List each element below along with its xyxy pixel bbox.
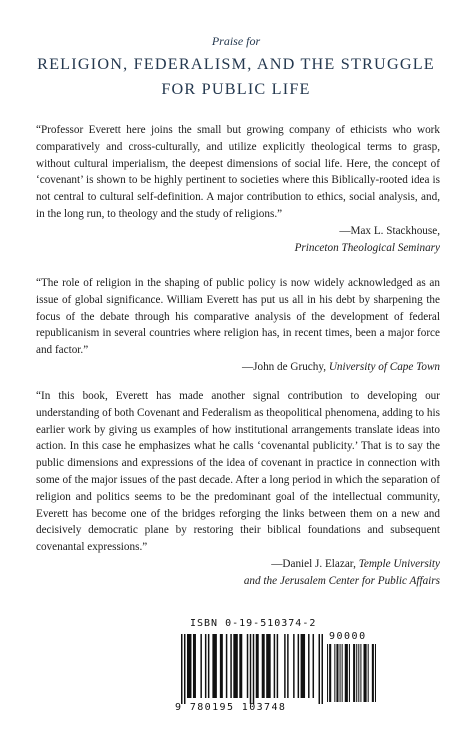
addon-bar-3 <box>336 644 338 702</box>
addon-bar-12 <box>364 644 367 702</box>
ean-bar-24 <box>298 634 299 698</box>
ean-bar-6 <box>208 634 209 698</box>
addon-bar-4 <box>340 644 341 702</box>
ean-bar-5 <box>205 634 206 698</box>
ean-bar-10 <box>230 634 231 698</box>
blurb-author: —Daniel J. Elazar, <box>271 557 356 570</box>
ean-bar-15 <box>253 634 254 704</box>
blurb-text: “The role of religion in the shaping of public policy is now widely acknowledged as an issue of global significance. William Everett has put us all in his debt by sharpening the focus of the debate through his comparative analysis of the development of federal republicanism in several countries where religion has, in recent times, been a major force and factor.” <box>36 277 440 357</box>
blurb-affiliation: University of Cape Town <box>328 360 440 373</box>
ean-barcode <box>181 634 323 704</box>
ean-bar-4 <box>200 634 201 698</box>
ean-bar-22 <box>287 634 288 698</box>
addon-bar-2 <box>334 644 335 702</box>
blurb-attribution <box>36 556 440 573</box>
ean-bar-11 <box>233 634 237 698</box>
blurb-affiliation: Temple University <box>358 557 440 570</box>
addon-bar-9 <box>356 644 357 702</box>
blurb-attribution <box>36 359 440 376</box>
ean-bar-8 <box>220 634 223 698</box>
book-title-line-2: FOR PUBLIC LIFE <box>161 80 311 98</box>
addon-bar-0 <box>327 644 328 702</box>
ean-bar-23 <box>293 634 294 698</box>
blurb-stackhouse <box>36 122 440 256</box>
isbn-label: ISBN 0-19-510374-2 <box>190 618 317 629</box>
blurb-elazar <box>36 388 440 590</box>
ean-bar-9 <box>226 634 227 698</box>
addon-bar-15 <box>375 644 376 702</box>
ean-bar-2 <box>187 634 191 698</box>
addon-bar-7 <box>349 644 350 702</box>
ean-bar-14 <box>250 634 251 704</box>
blurb-affiliation-2: and the Jerusalem Center for Public Affairs <box>243 574 440 587</box>
addon-bar-14 <box>372 644 374 702</box>
addon-bar-11 <box>360 644 361 702</box>
ean-bar-20 <box>277 634 278 698</box>
price-code: 90000 <box>329 631 367 642</box>
ean-bar-25 <box>301 634 305 698</box>
ean-bar-7 <box>212 634 216 698</box>
ean-bar-1 <box>184 634 185 704</box>
book-title-line-1: RELIGION, FEDERALISM, AND THE STRUGGLE <box>37 55 435 73</box>
addon-bar-8 <box>353 644 355 702</box>
ean-bar-3 <box>193 634 196 698</box>
blurb-author: —Max L. Stackhouse, <box>339 224 440 237</box>
addon-bar-10 <box>358 644 359 702</box>
addon-bar-6 <box>345 644 348 702</box>
ean-bar-27 <box>313 634 314 698</box>
blurb-affiliation: Princeton Theological Seminary <box>294 241 440 254</box>
ean-bar-12 <box>239 634 242 698</box>
price-addon-barcode <box>326 644 376 702</box>
ean-bar-0 <box>181 634 182 704</box>
addon-bar-1 <box>329 644 331 702</box>
ean-bar-16 <box>256 634 259 698</box>
addon-bar-5 <box>342 644 343 702</box>
blurb-text: “Professor Everett here joins the small but growing company of ethicists who work comparatively and cross-culturally, and utilize explicitly theological terms to grasp, without cultural imperialism, the deepest dimensions of social life. Here, the concept of ‘covenant’ is shown to be highly pertinent to societies where this Biblically-rooted idea is not central to cultural self-definition. A major contribution to ethics, social analysis, and, in the long run, to theology and the study of religions.” <box>36 124 440 220</box>
ean-bar-21 <box>284 634 285 698</box>
ean-bar-18 <box>266 634 270 698</box>
ean-bar-26 <box>308 634 309 698</box>
ean-bar-29 <box>322 634 323 704</box>
blurb-de-gruchy <box>36 275 440 376</box>
praise-label: Praise for <box>211 34 261 48</box>
ean-bar-13 <box>247 634 248 698</box>
barcode-digits: 9 780195 103748 <box>175 702 287 713</box>
ean-bar-28 <box>319 634 320 704</box>
blurb-author: —John de Gruchy, <box>241 360 327 373</box>
ean-bar-17 <box>262 634 265 698</box>
addon-bar-13 <box>368 644 369 702</box>
blurb-text: “In this book, Everett has made another signal contribution to developing our understanding of both Covenant and Federalism as theopolitical phenomena, adding to his earlier work by giving us examples of how institutional arrangements translate ideas into action. In this case he emphasizes what he calls ‘covenantal publicity.’ That is to say the public dimensions and expressions of the idea of covenant in practice in connection with some of the major issues of the past decade. After a long period in which the separation of religion and politics seems to be the predominant goal of the intellectual community, Everett has become one of the bridges reforging the links between them on a new and decisively democratic plane by restoring their biblical foundations and subsequent covenantal expressions.” <box>36 390 440 554</box>
ean-bar-19 <box>274 634 275 698</box>
